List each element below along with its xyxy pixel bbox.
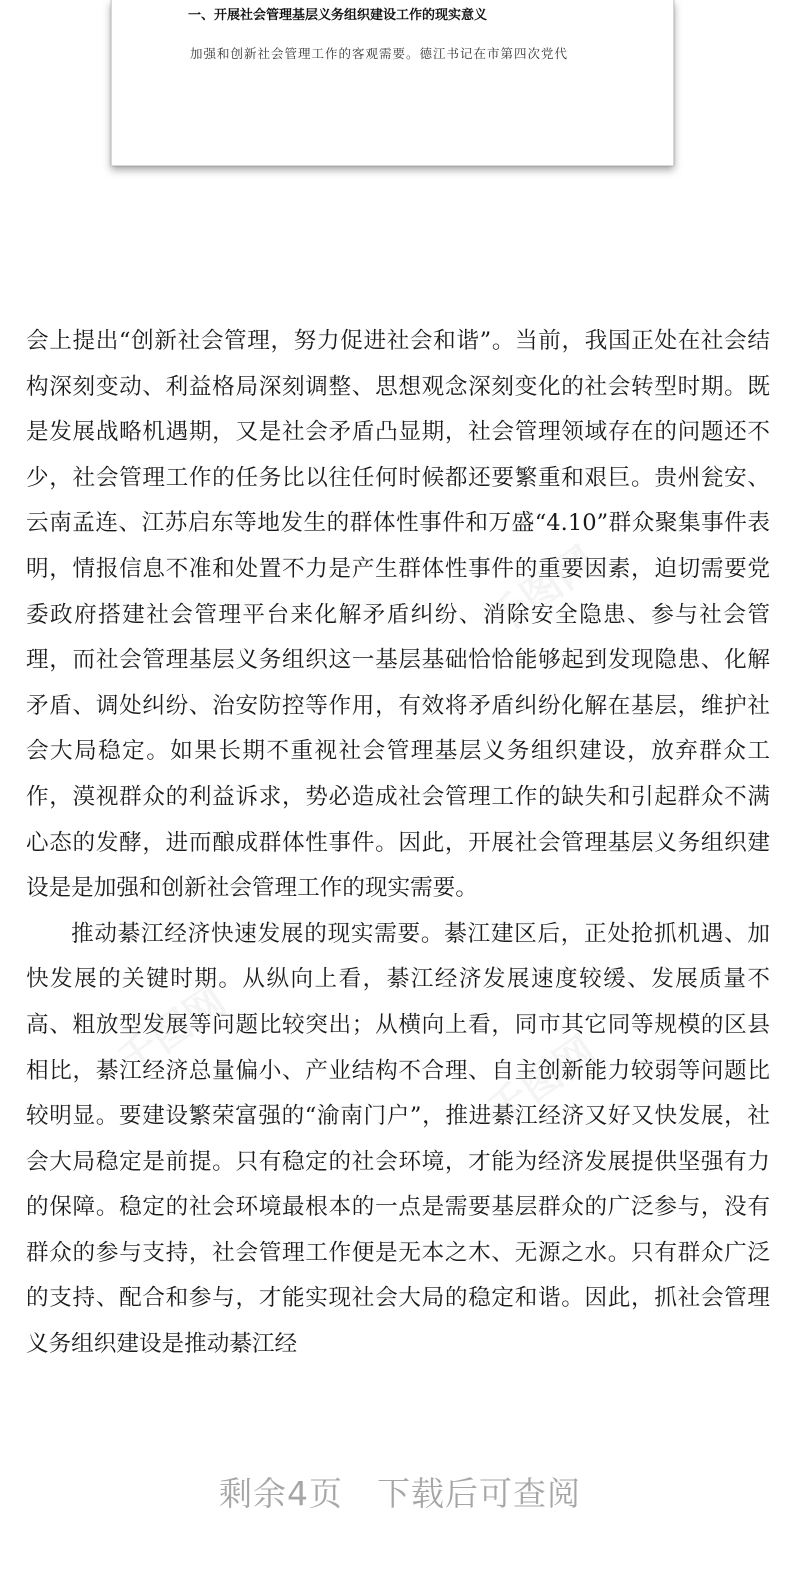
section-heading: 一、开展社会管理基层义务组织建设工作的现实意义 [188,8,488,23]
document-body [26,319,770,1368]
card-first-line: 加强和创新社会管理工作的客观需要。德江书记在市第四次党代 [190,46,569,61]
remaining-pages-text: 剩余4页 [219,1474,343,1513]
watermark-graphic: 千图网 [479,538,605,645]
paragraph: 推动綦江经济快速发展的现实需要。綦江建区后，正处抢抓机遇、加快发展的关键时期。从纵向上看，綦江经济发展速度较缓、发展质量不高、粗放型发展等问题比较突出；从横向上看，同市其它同等规模的区县相比，綦江经济总量偏小、产业结构不合理、自主创新能力较弱等问题比较明显。要建设繁荣富强的“渝南门户”，推进綦江经济又好又快发展，社会大局稳定是前提。只有稳定的社会环境，才能为经济发展提供坚强有力的保障。稳定的社会环境最根本的一点是需要基层群众的广泛参与，没有群众的参与支持，社会管理工作便是无本之木、无源之水。只有群众广泛的支持、配合和参与，才能实现社会大局的稳定和谐。因此，抓社会管理义务组织建设是推动綦江经 [26,920,770,1358]
download-prompt[interactable] [0,1468,800,1515]
paragraph: 会上提出“创新社会管理，努力促进社会和谐”。当前，我国正处在社会结构深刻变动、利益格局深刻调整、思想观念深刻变化的社会转型时期。既是发展战略机遇期，又是社会矛盾凸显期，社会管理领域存在的问题还不少，社会管理工作的任务比以往任何时候都还要繁重和艰巨。贵州瓮安、云南孟连、江苏启东等地发生的群体性事件和万盛“4.10”群众聚集事件表明，情报信息不准和处置不力是产生群体性事件的重要因素，迫切需要党委政府搭建社会管理平台来化解矛盾纠纷、消除安全隐患、参与社会管理，而社会管理基层义务组织这一基层基础恰恰能够起到发现隐患、化解矛盾、调处纠纷、治安防控等作用，有效将矛盾纠纷化解在基层，维护社会大局稳定。如果长期不重视社会管理基层义务组织建设，放弃群众工作，漠视群众的利益诉求，势必造成社会管理工作的缺失和引起群众不满心态的发酵，进而酿成群体性事件。因此，开展社会管理基层义务组织建设是是加强和创新社会管理工作的现实需要。 [26,328,770,902]
watermark-graphic: 千图网 [109,978,235,1085]
download-hint-text: 下载后可查阅 [377,1474,581,1513]
preview-page-card [111,0,674,166]
watermark-graphic: 千图网 [479,1028,605,1135]
